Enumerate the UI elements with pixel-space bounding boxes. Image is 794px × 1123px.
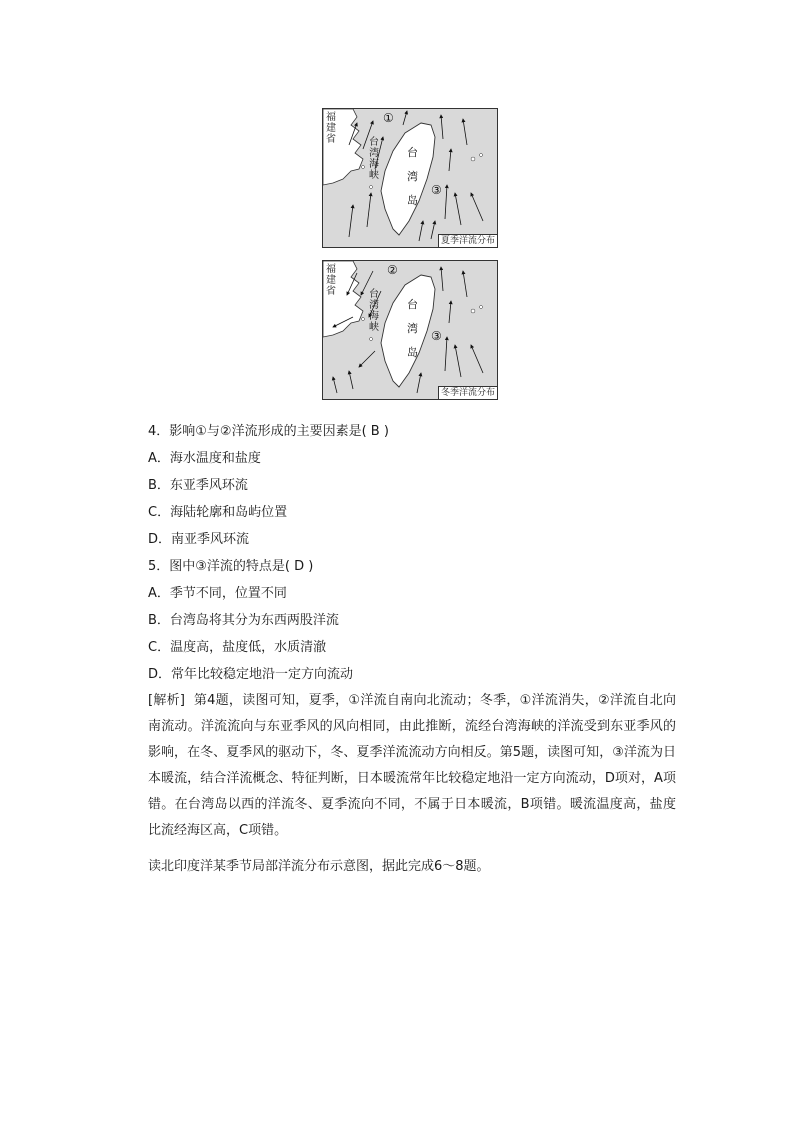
question-5-stem: 5．图中③洋流的特点是( D ) (148, 559, 314, 574)
analysis-text: 第4题，读图可知，夏季，①洋流自南向北流动；冬季，①洋流消失，②洋流自北向南流动。洋流流向与东亚季风的风向相同，由此推断，流经台湾海峡的洋流受到东亚季风的影响，在冬、夏季风的驱动下，冬、夏季洋流流动方向相反。第5题，读图可知，③洋流为日本暖流，结合洋流概念、特征判断，日本暖流常年比较稳定地沿一定方向流动，D项对，A项错。在台湾岛以西的洋流冬、夏季流向不同，不属于日本暖流，B项错。暖流温度高，盐度比流经海区高，C项错。 (148, 693, 677, 838)
question-5-option-d: D．常年比较稳定地沿一定方向流动 (148, 667, 354, 682)
marker-1: ① (383, 111, 394, 125)
question-4-option-b: B．东亚季风环流 (148, 478, 248, 493)
analysis-tag: [解析] (148, 693, 185, 708)
summer-map-caption: 夏季洋流分布 (438, 234, 497, 247)
fujian-label: 福建省 (326, 112, 336, 145)
marker-2: ② (387, 263, 398, 277)
question-4-option-c: C．海陆轮廓和岛屿位置 (148, 505, 288, 520)
question-4-stem: 4．影响①与②洋流形成的主要因素是( B ) (148, 424, 389, 439)
island-label: 台湾岛 (407, 146, 418, 207)
marker-3: ③ (431, 329, 442, 343)
island-label: 台湾岛 (407, 298, 418, 359)
question-4-option-d: D．南亚季风环流 (148, 532, 250, 547)
marker-3: ③ (431, 183, 442, 197)
fujian-label: 福建省 (326, 264, 336, 297)
question-5-option-b: B．台湾岛将其分为东西两股洋流 (148, 613, 339, 628)
winter-map-caption: 冬季洋流分布 (438, 386, 497, 399)
next-section-prompt: 读北印度洋某季节局部洋流分布示意图，据此完成6～8题。 (148, 859, 490, 874)
summer-current-map (322, 108, 498, 248)
question-5-option-c: C．温度高，盐度低，水质清澈 (148, 640, 327, 655)
question-5-option-a: A．季节不同，位置不同 (148, 586, 287, 601)
question-4-option-a: A．海水温度和盐度 (148, 451, 261, 466)
winter-current-map (322, 260, 498, 400)
analysis-paragraph (148, 688, 676, 844)
strait-label: 台湾海峡 (369, 137, 379, 181)
strait-label: 台湾海峡 (369, 289, 379, 333)
